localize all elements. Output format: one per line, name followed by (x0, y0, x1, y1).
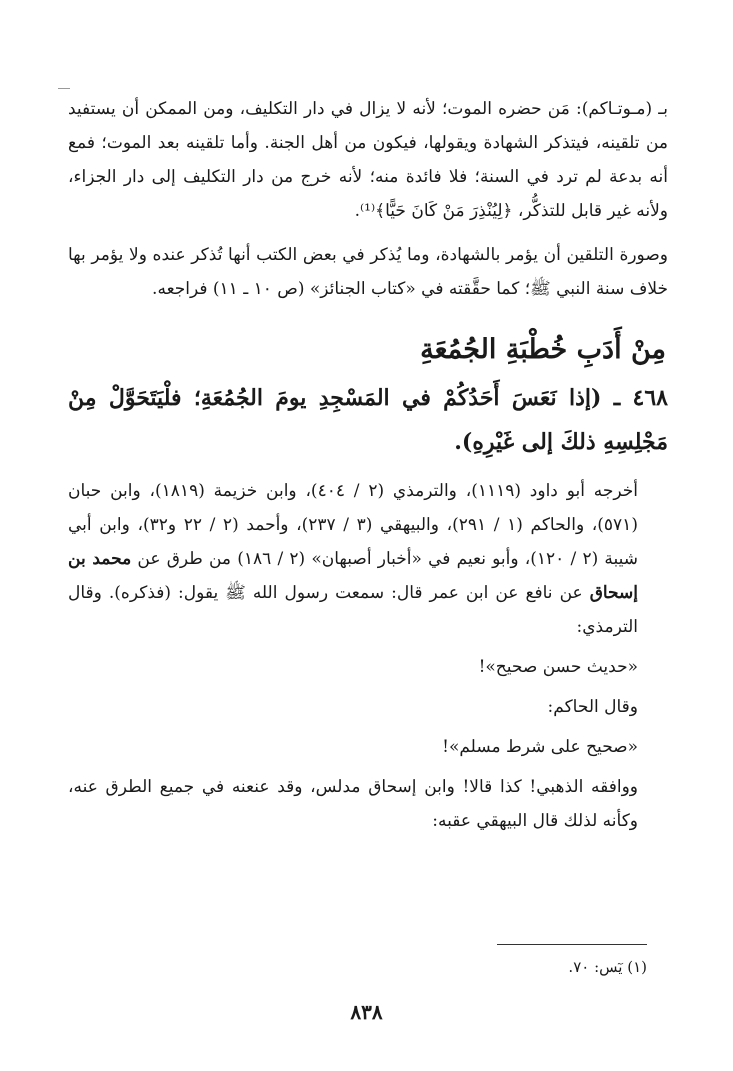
hadith-text: ٤٦٨ ـ (إذا نَعَسَ أَحَدُكُمْ في المَسْجِدِ يومَ الجُمُعَةِ؛ فلْيَتَحَوَّلْ مِنْ مَجْلِسِهِ ذلكَ إلى غَيْرِهِ). (68, 385, 668, 455)
footnote: (١) يٓس: ٧٠. (568, 958, 647, 976)
footnote-separator (497, 944, 647, 945)
section-heading: مِنْ أَدَبِ خُطْبَةِ الجُمُعَةِ (420, 334, 666, 365)
page-body (68, 92, 668, 838)
page-number: ٨٣٨ (350, 1000, 383, 1024)
hakim-quote: «صحيح على شرط مسلم»! (442, 737, 638, 757)
paragraph-talqin-form: وصورة التلقين أن يؤمر بالشهادة، وما يُذكر في بعض الكتب أنها تُذكر عنده ولا يؤمر بها خلاف سنة النبي ﷺ؛ كما حقَّقته في «كتاب الجنائز» (ص ١٠ ـ ١١) فراجعه. (68, 245, 668, 299)
takhrij-sources: أخرجه أبو داود (١١١٩)، والترمذي (٢ / ٤٠٤)، وابن خزيمة (١٨١٩)، وابن حبان (٥٧١)، والحاكم (١ / ٢٩١)، والبيهقي (٣ / ٢٣٧)، وأحمد (٢ / ٢٢ و٣٢)، وابن أبي شيبة (٢ / ١٢٠)، وأبو نعيم في «أخبار أصبهان» (٢ / ١٨٦) من طرق عن (68, 481, 639, 569)
tirmidhi-quote: «حديث حسن صحيح»! (478, 657, 638, 677)
narrator-name: محمد بن إسحاق (68, 549, 638, 603)
hakim-intro: وقال الحاكم: (547, 697, 638, 717)
corner-mark (58, 88, 70, 89)
paragraph-talqin-meaning: بـ (مـوتـاكم): مَن حضره الموت؛ لأنه لا يزال في دار التكليف، ومن الممكن أن يستفيد من تلقينه، فيتذكر الشهادة ويقولها، فيكون من أهل الجنة. وأما تلقينه بعد الموت؛ فمع أنه بدعة لم ترد في السنة؛ فلا فائدة منه؛ لأنه خرج من دار التكليف إلى دار الجزاء، ولأنه غير قابل للتذكُّر، ﴿لِيُنْذِرَ مَنْ كَانَ حَيًّا﴾⁽¹⁾. (68, 99, 668, 221)
takhrij-paragraph (68, 474, 668, 644)
takhrij-chain: عن نافع عن ابن عمر قال: سمعت رسول الله ﷺ يقول: (فذكره). وقال الترمذي: (68, 583, 638, 637)
final-paragraph: ووافقه الذهبي! كذا قالا! وابن إسحاق مدلس، وقد عنعنه في جميع الطرق عنه، وكأنه لذلك قال البيهقي عقبه: (68, 777, 638, 831)
